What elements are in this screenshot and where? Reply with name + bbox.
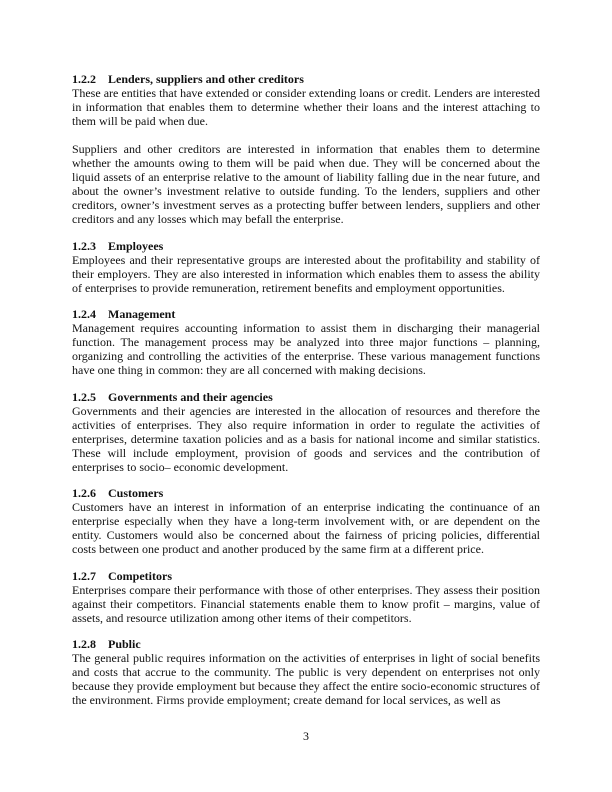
section-number: 1.2.7 <box>72 568 96 583</box>
paragraph: Suppliers and other creditors are interested in information that enables them to determine whether the amounts owing to them will be paid when due. They will be concerned about the liquid assets of an enterprise relative to the amount of liability falling due in the near future, and about the owner’s investment relative to outside funding. To the lenders, suppliers and other creditors, owner’s investment serves as a protecting buffer between lenders, suppliers and other creditors and any losses which may befall the enterprise. <box>72 142 540 226</box>
paragraph: Governments and their agencies are interested in the allocation of resources and therefore the activities of enterprises. They also require information in order to regulate the activities of enterprises, determine taxation policies and as a basis for national income and similar statistics. These will include employment, provision of goods and services and the contribution of enterprises to socio– economic development. <box>72 403 540 474</box>
section-number: 1.2.3 <box>72 238 96 253</box>
section-employees <box>72 239 540 295</box>
paragraph: Customers have an interest in information of an enterprise indicating the continuance of an enterprise especially when they have a long-term involvement with, or are dependent on the entity. Customers would also be concerned about the fairness of pricing policies, differential costs between one product and another produced by the same firm at a different price. <box>72 500 540 556</box>
section-number: 1.2.6 <box>72 486 96 500</box>
paragraph: Employees and their representative groups are interested about the profitability and stability of their employers. They are also interested in information which enables them to assess the ability of enterprises to provide remuneration, retirement benefits and employment opportunities. <box>72 252 540 295</box>
section-customers <box>72 486 540 556</box>
section-heading <box>72 390 540 404</box>
section-title: Competitors <box>108 568 172 583</box>
section-heading <box>72 637 540 651</box>
section-title: Employees <box>108 238 164 253</box>
section-number: 1.2.5 <box>72 389 96 404</box>
section-heading <box>72 569 540 583</box>
paragraph: These are entities that have extended or consider extending loans or credit. Lenders are interested in information that enables them to determine whether their loans and the interest attaching to them will be paid when due. <box>72 86 540 128</box>
section-governments <box>72 390 540 474</box>
section-heading <box>72 72 540 86</box>
page-number: 3 <box>303 729 309 743</box>
section-title: Public <box>108 637 141 651</box>
paragraph: Management requires accounting information to assist them in discharging their managerial function. The management process may be analyzed into three major functions – planning, organizing and controlling the activities of the enterprise. These various management functions have one thing in common: they are all concerned with making decisions. <box>72 321 540 377</box>
section-management <box>72 307 540 377</box>
section-heading <box>72 239 540 253</box>
document-page <box>72 72 540 720</box>
section-title: Governments and their agencies <box>108 389 273 404</box>
section-lenders <box>72 72 540 226</box>
section-title: Customers <box>108 486 164 500</box>
section-title: Management <box>108 307 176 321</box>
section-number: 1.2.4 <box>72 307 96 321</box>
section-competitors <box>72 569 540 625</box>
section-number: 1.2.2 <box>72 72 96 86</box>
section-heading <box>72 307 540 321</box>
section-title: Lenders, suppliers and other creditors <box>108 72 304 86</box>
section-heading <box>72 486 540 500</box>
section-public <box>72 637 540 707</box>
section-number: 1.2.8 <box>72 637 96 651</box>
paragraph: The general public requires information on the activities of enterprises in light of social benefits and costs that accrue to the community. The public is very dependent on enterprises not only because they provide employment but because they affect the entire socio-economic structures of the environment. Firms provide employment; create demand for local services, as well as <box>72 651 540 707</box>
paragraph: Enterprises compare their performance with those of other enterprises. They assess their position against their competitors. Financial statements enable them to know profit – margins, value of assets, and resource utilization among other items of their competitors. <box>72 582 540 625</box>
